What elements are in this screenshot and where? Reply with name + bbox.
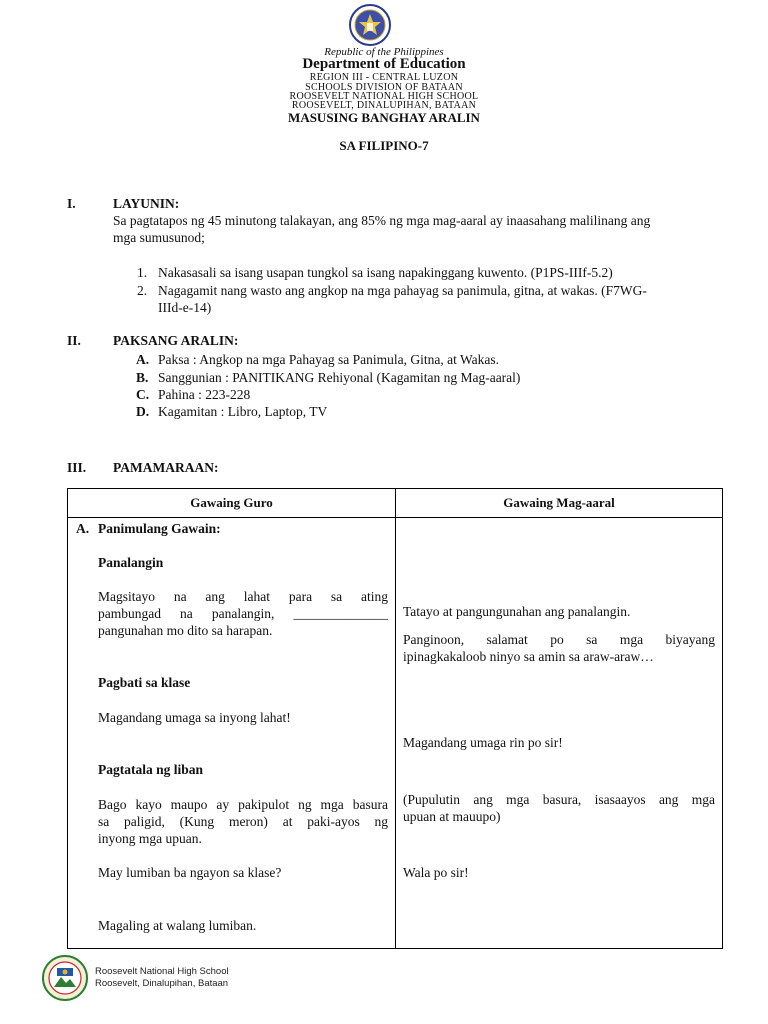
topic-letter: A. [136,352,150,367]
section-1-intro-line2: mga sumusunod; [113,230,205,245]
republic-line: Republic of the Philippines [324,46,444,58]
part-letter: A. [76,521,90,536]
objective-1-text: Nakasasali sa isang usapan tungkol sa isang napakinggang kuwento. (P1PS-IIIf-5.2) [158,265,613,280]
student-response-3: Magandang umaga rin po sir! [403,735,563,750]
panalangin-line1: Magsitayo na ang lahat para sa ating [98,589,388,604]
pagtatala-title: Pagtatala ng liban [98,762,204,777]
pagbati-text: Magandang umaga sa inyong lahat! [98,710,291,725]
student-response-2-line2: ipinagkakaloob ninyo sa amin sa araw-araw… [403,649,654,664]
panalangin-line3: pangunahan mo dito sa harapan. [98,623,273,638]
teacher-activities-cell [68,518,396,949]
closing-remark: Magaling at walang lumiban. [98,918,257,933]
reference-text: Sanggunian : PANITIKANG Rehiyonal (Kagamitan ng Mag-aaral) [158,370,521,385]
school-seal-logo [42,955,88,1001]
table-header-row [68,489,723,518]
region-line: REGION III - CENTRAL LUZON [309,72,459,83]
deped-seal-logo [349,4,391,46]
teacher-column-header: Gawaing Guro [68,489,396,518]
table-row [68,518,723,949]
page-letter: C. [136,387,150,402]
page-text: Pahina : 223-228 [158,387,251,402]
section-1-number: I. [67,196,76,211]
section-1-intro-line1: Sa pagtatapos ng 45 minutong talakayan, ang 85% ng mga mag-aaral ay inaasahang malilinang ang [113,213,651,228]
document-subtitle: SA FILIPINO-7 [339,138,429,153]
student-response-5: Wala po sir! [403,865,469,880]
objective-2-text-cont: IIId-e-14) [158,300,212,315]
pagtatala-line1: Bago kayo maupo ay pakipulot ng mga basura [98,797,388,812]
absence-question: May lumiban ba ngayon sa klase? [98,865,282,880]
footer-school-name: Roosevelt National High School [95,966,229,977]
student-column-header: Gawaing Mag-aaral [396,489,723,518]
section-2-heading: PAKSANG ARALIN: [113,333,239,348]
panalangin-line2: pambungad na panalangin, ______________ [98,606,388,621]
section-3-number: III. [67,460,87,475]
student-response-2-line1: Panginoon, salamat po sa mga biyayang [403,632,715,647]
objective-2-number: 2. [137,283,148,298]
student-response-4-line1: (Pupulutin ang mga basura, isasaayos ang mga [403,792,715,807]
student-activities-cell [396,518,723,949]
section-3-heading: PAMAMARAAN: [113,460,219,475]
division-line: SCHOOLS DIVISION OF BATAAN [305,82,463,93]
materials-text: Kagamitan : Libro, Laptop, TV [158,404,328,419]
footer-school-address: Roosevelt, Dinalupihan, Bataan [95,978,229,989]
pagtatala-line3: inyong mga upuan. [98,831,202,846]
objective-2-text: Nagagamit nang wasto ang angkop na mga pahayag sa panimula, gitna, at wakas. (F7WG- [158,283,647,298]
part-title: Panimulang Gawain: [98,521,221,536]
address-line: ROOSEVELT, DINALUPIHAN, BATAAN [291,100,477,111]
footer-school-info [95,966,229,990]
student-response-1: Tatayo at pangungunahan ang panalangin. [403,604,631,619]
department-line: Department of Education [302,56,466,72]
procedure-table [67,488,723,949]
pagbati-title: Pagbati sa klase [98,675,191,690]
section-1-heading: LAYUNIN: [113,196,180,211]
topic-text: Paksa : Angkop na mga Pahayag sa Panimula, Gitna, at Wakas. [158,352,499,367]
section-2-number: II. [67,333,81,348]
reference-letter: B. [136,370,149,385]
materials-letter: D. [136,404,150,419]
pagtatala-line2: sa paligid, (Kung meron) at paki-ayos ng [98,814,388,829]
student-response-4-line2: upuan at mauupo) [403,809,501,824]
document-title: MASUSING BANGHAY ARALIN [288,110,480,125]
objective-1-number: 1. [137,265,148,280]
panalangin-title: Panalangin [98,555,164,570]
school-line: ROOSEVELT NATIONAL HIGH SCHOOL [289,91,479,102]
